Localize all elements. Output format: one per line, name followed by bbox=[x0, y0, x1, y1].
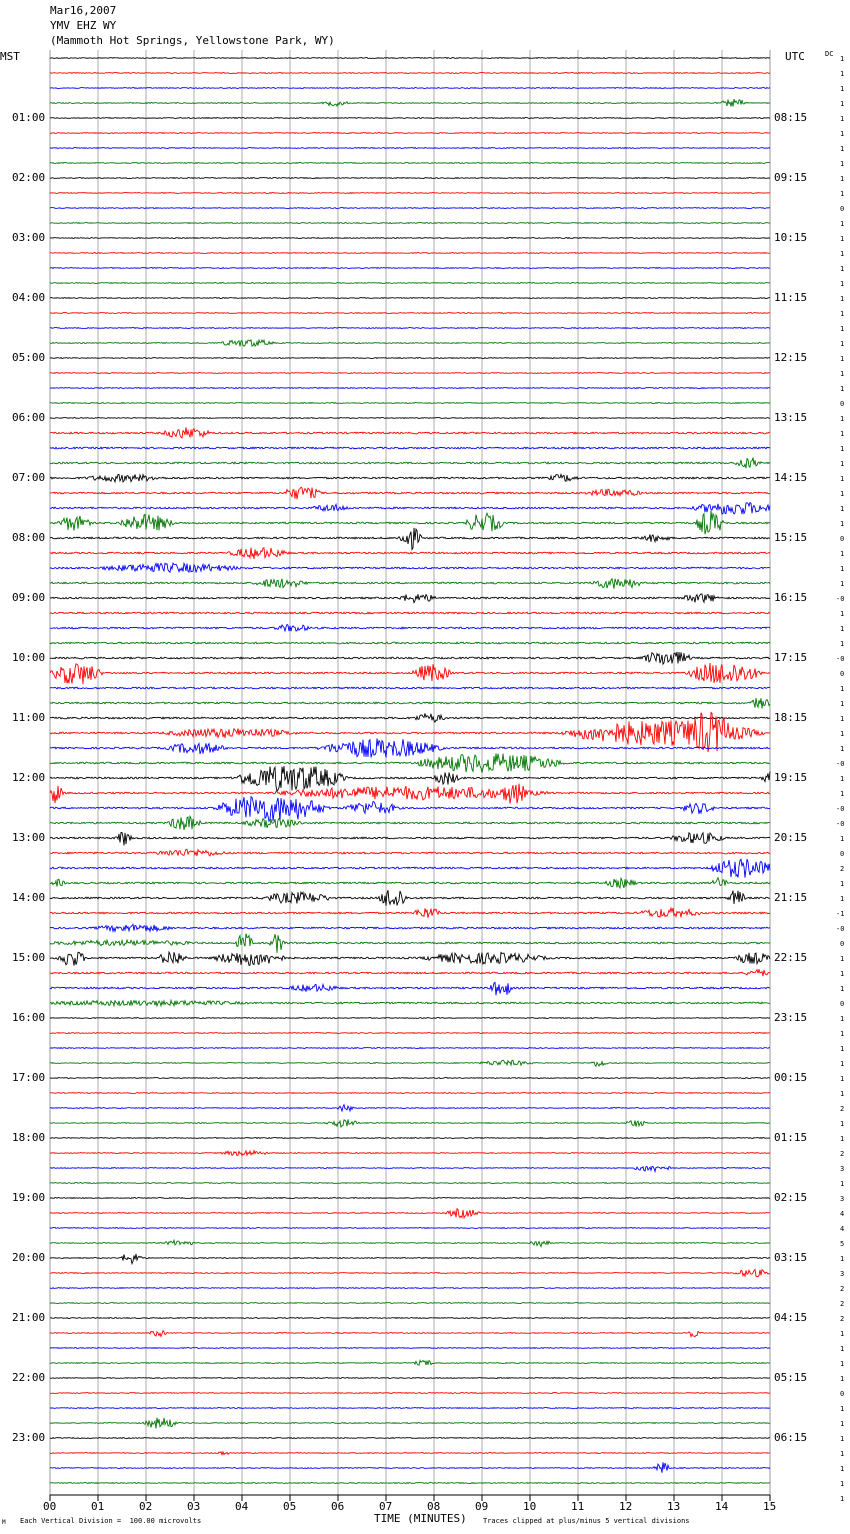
seismic-trace-94 bbox=[50, 1462, 770, 1472]
seismic-trace-53 bbox=[50, 849, 770, 856]
dc-value: 1 bbox=[840, 475, 845, 483]
seismic-trace-87 bbox=[50, 1360, 770, 1365]
dc-value: 1 bbox=[840, 235, 845, 243]
left-time-label: 22:00 bbox=[12, 1371, 46, 1384]
right-time-label: 14:15 bbox=[774, 471, 808, 484]
seismic-trace-32 bbox=[50, 528, 770, 550]
x-tick-label: 04 bbox=[235, 1500, 249, 1513]
seismic-trace-49 bbox=[50, 784, 770, 804]
dc-value: 1 bbox=[840, 790, 845, 798]
seismic-trace-64 bbox=[50, 1018, 770, 1019]
dc-value: 1 bbox=[840, 835, 845, 843]
dc-value: 0 bbox=[840, 940, 845, 948]
dc-value: 1 bbox=[840, 955, 845, 963]
seismic-trace-5 bbox=[50, 133, 770, 134]
dc-value: -0 bbox=[836, 760, 845, 768]
dc-value: -0 bbox=[836, 595, 845, 603]
left-time-label: 04:00 bbox=[12, 291, 46, 304]
dc-value: 1 bbox=[840, 1120, 845, 1128]
seismic-trace-30 bbox=[50, 503, 770, 514]
seismic-trace-23 bbox=[50, 403, 770, 404]
seismic-trace-63 bbox=[50, 1000, 770, 1006]
dc-value: 1 bbox=[840, 1060, 845, 1068]
dc-value: 0 bbox=[840, 670, 845, 678]
right-time-label: 18:15 bbox=[774, 711, 808, 724]
dc-value: 1 bbox=[840, 115, 845, 123]
dc-value: 2 bbox=[840, 865, 845, 873]
dc-value: -1 bbox=[836, 910, 845, 918]
seismic-trace-27 bbox=[50, 458, 770, 469]
seismic-trace-89 bbox=[50, 1393, 770, 1394]
right-time-label: 12:15 bbox=[774, 351, 808, 364]
right-time-label: 00:15 bbox=[774, 1071, 808, 1084]
seismic-trace-20 bbox=[50, 358, 770, 359]
seismic-trace-86 bbox=[50, 1348, 770, 1349]
dc-value: 0 bbox=[840, 1390, 845, 1398]
seismic-trace-77 bbox=[50, 1209, 770, 1218]
dc-value: 1 bbox=[840, 1495, 845, 1503]
x-tick-label: 05 bbox=[283, 1500, 297, 1513]
dc-value: 2 bbox=[840, 1105, 845, 1113]
dc-value: 1 bbox=[840, 1405, 845, 1413]
seismic-trace-56 bbox=[50, 890, 770, 906]
dc-value: 1 bbox=[840, 220, 845, 228]
dc-value: 0 bbox=[840, 850, 845, 858]
seismic-trace-59 bbox=[50, 934, 770, 953]
seismic-trace-93 bbox=[50, 1452, 770, 1455]
left-time-label: 18:00 bbox=[12, 1131, 46, 1144]
seismic-trace-41 bbox=[50, 663, 770, 684]
seismic-trace-71 bbox=[50, 1119, 770, 1127]
x-tick-label: 09 bbox=[475, 1500, 489, 1513]
dc-value: 1 bbox=[840, 715, 845, 723]
seismic-trace-46 bbox=[50, 738, 770, 757]
left-time-label: 23:00 bbox=[12, 1431, 46, 1444]
seismic-trace-9 bbox=[50, 193, 770, 194]
dc-value: 1 bbox=[840, 265, 845, 273]
seismic-trace-51 bbox=[50, 816, 770, 830]
right-time-label: 09:15 bbox=[774, 171, 808, 184]
right-time-label: 02:15 bbox=[774, 1191, 808, 1204]
right-time-label: 10:15 bbox=[774, 231, 808, 244]
dc-value: -0 bbox=[836, 655, 845, 663]
x-tick-label: 06 bbox=[331, 1500, 345, 1513]
seismic-trace-43 bbox=[50, 698, 770, 708]
seismic-trace-62 bbox=[50, 982, 770, 995]
dc-value: 1 bbox=[840, 730, 845, 738]
dc-value: 0 bbox=[840, 205, 845, 213]
dc-value: 1 bbox=[840, 1180, 845, 1188]
dc-value: 1 bbox=[840, 490, 845, 498]
seismic-trace-79 bbox=[50, 1240, 770, 1246]
dc-value: 1 bbox=[840, 55, 845, 63]
seismic-trace-68 bbox=[50, 1078, 770, 1079]
dc-value: 1 bbox=[840, 1030, 845, 1038]
right-time-label: 03:15 bbox=[774, 1251, 808, 1264]
dc-value: 2 bbox=[840, 1315, 845, 1323]
right-time-label: 13:15 bbox=[774, 411, 808, 424]
x-tick-label: 10 bbox=[523, 1500, 537, 1513]
seismic-trace-73 bbox=[50, 1151, 770, 1156]
dc-value: 1 bbox=[840, 460, 845, 468]
seismic-trace-11 bbox=[50, 223, 770, 224]
dc-value: 1 bbox=[840, 310, 845, 318]
seismic-trace-31 bbox=[50, 511, 770, 535]
right-timezone-label: UTC bbox=[785, 50, 805, 63]
dc-value: 1 bbox=[840, 445, 845, 453]
dc-value: 1 bbox=[840, 520, 845, 528]
x-tick-label: 03 bbox=[187, 1500, 201, 1513]
seismic-trace-35 bbox=[50, 579, 770, 589]
seismic-trace-92 bbox=[50, 1438, 770, 1439]
right-time-label: 16:15 bbox=[774, 591, 808, 604]
right-time-label: 21:15 bbox=[774, 891, 808, 904]
seismic-trace-88 bbox=[50, 1378, 770, 1379]
dc-value: 1 bbox=[840, 1375, 845, 1383]
seismic-trace-26 bbox=[50, 447, 770, 449]
left-time-label: 05:00 bbox=[12, 351, 46, 364]
dc-value: 1 bbox=[840, 325, 845, 333]
right-time-label: 11:15 bbox=[774, 291, 808, 304]
seismic-trace-40 bbox=[50, 652, 770, 664]
dc-value: 1 bbox=[840, 970, 845, 978]
left-time-label: 15:00 bbox=[12, 951, 46, 964]
seismic-trace-65 bbox=[50, 1033, 770, 1034]
footer-scale-note: Each Vertical Division = 100.00 microvolts bbox=[20, 1517, 202, 1525]
seismic-trace-33 bbox=[50, 548, 770, 559]
dc-value: 1 bbox=[840, 880, 845, 888]
dc-value: 2 bbox=[840, 1300, 845, 1308]
x-axis-label: TIME (MINUTES) bbox=[374, 1512, 467, 1525]
dc-value: 1 bbox=[840, 685, 845, 693]
seismic-trace-52 bbox=[50, 833, 770, 846]
dc-value: 1 bbox=[840, 430, 845, 438]
header-station: YMV EHZ WY bbox=[50, 19, 117, 32]
dc-value: 1 bbox=[840, 1435, 845, 1443]
seismic-trace-95 bbox=[50, 1483, 770, 1484]
seismic-trace-90 bbox=[50, 1408, 770, 1409]
dc-value: 1 bbox=[840, 610, 845, 618]
dc-value: 1 bbox=[840, 1420, 845, 1428]
seismic-trace-75 bbox=[50, 1183, 770, 1184]
dc-value: 1 bbox=[840, 280, 845, 288]
dc-value: 1 bbox=[840, 1345, 845, 1353]
footer-mark: M bbox=[2, 1519, 6, 1526]
seismic-trace-28 bbox=[50, 474, 770, 482]
seismic-trace-21 bbox=[50, 373, 770, 374]
seismic-trace-66 bbox=[50, 1048, 770, 1049]
dc-value: 1 bbox=[840, 100, 845, 108]
dc-value: 1 bbox=[840, 1255, 845, 1263]
seismic-trace-83 bbox=[50, 1303, 770, 1304]
dc-value: 1 bbox=[840, 1330, 845, 1338]
seismic-trace-91 bbox=[50, 1418, 770, 1429]
seismic-trace-12 bbox=[50, 238, 770, 239]
seismic-trace-38 bbox=[50, 625, 770, 632]
left-time-label: 12:00 bbox=[12, 771, 46, 784]
dc-value: 1 bbox=[840, 175, 845, 183]
header-location: (Mammoth Hot Springs, Yellowstone Park, WY) bbox=[50, 34, 335, 47]
dc-value: 1 bbox=[840, 1075, 845, 1083]
dc-value: 4 bbox=[840, 1225, 845, 1233]
dc-value: 1 bbox=[840, 505, 845, 513]
dc-value: 1 bbox=[840, 1360, 845, 1368]
dc-value: 1 bbox=[840, 145, 845, 153]
x-tick-label: 14 bbox=[715, 1500, 729, 1513]
dc-value: 1 bbox=[840, 385, 845, 393]
left-time-label: 21:00 bbox=[12, 1311, 46, 1324]
dc-value: 1 bbox=[840, 1480, 845, 1488]
seismic-trace-2 bbox=[50, 88, 770, 89]
left-time-label: 08:00 bbox=[12, 531, 46, 544]
right-time-label: 15:15 bbox=[774, 531, 808, 544]
x-tick-label: 15 bbox=[763, 1500, 777, 1513]
seismic-trace-1 bbox=[50, 73, 770, 74]
footer-clip-note: Traces clipped at plus/minus 5 vertical divisions bbox=[483, 1517, 690, 1525]
x-tick-label: 12 bbox=[619, 1500, 633, 1513]
left-time-label: 10:00 bbox=[12, 651, 46, 664]
seismic-trace-3 bbox=[50, 99, 770, 106]
seismic-trace-54 bbox=[50, 859, 770, 878]
dc-value: 1 bbox=[840, 1450, 845, 1458]
dc-value: 2 bbox=[840, 1285, 845, 1293]
dc-value: 1 bbox=[840, 1090, 845, 1098]
seismic-trace-67 bbox=[50, 1060, 770, 1066]
dc-value: 1 bbox=[840, 580, 845, 588]
seismic-trace-16 bbox=[50, 298, 770, 299]
dc-value: 1 bbox=[840, 250, 845, 258]
x-tick-label: 07 bbox=[379, 1500, 393, 1513]
seismic-trace-58 bbox=[50, 924, 770, 931]
left-time-label: 06:00 bbox=[12, 411, 46, 424]
dc-value: 1 bbox=[840, 355, 845, 363]
seismic-trace-81 bbox=[50, 1270, 770, 1277]
left-time-label: 07:00 bbox=[12, 471, 46, 484]
left-time-label: 20:00 bbox=[12, 1251, 46, 1264]
seismic-trace-24 bbox=[50, 418, 770, 419]
right-time-label: 22:15 bbox=[774, 951, 808, 964]
right-time-label: 08:15 bbox=[774, 111, 808, 124]
dc-value: 3 bbox=[840, 1165, 845, 1173]
seismic-trace-37 bbox=[50, 612, 770, 614]
dc-value: 0 bbox=[840, 1000, 845, 1008]
seismic-trace-47 bbox=[50, 753, 770, 772]
seismic-trace-8 bbox=[50, 178, 770, 179]
left-timezone-label: MST bbox=[0, 50, 20, 63]
dc-value: 1 bbox=[840, 565, 845, 573]
right-time-label: 17:15 bbox=[774, 651, 808, 664]
left-time-label: 13:00 bbox=[12, 831, 46, 844]
x-tick-label: 02 bbox=[139, 1500, 153, 1513]
seismic-trace-80 bbox=[50, 1254, 770, 1264]
dc-value: 1 bbox=[840, 550, 845, 558]
seismic-trace-7 bbox=[50, 163, 770, 164]
seismic-trace-76 bbox=[50, 1198, 770, 1199]
seismic-trace-4 bbox=[50, 118, 770, 119]
right-time-label: 19:15 bbox=[774, 771, 808, 784]
seismic-trace-22 bbox=[50, 388, 770, 389]
seismic-trace-19 bbox=[50, 340, 770, 346]
left-time-label: 16:00 bbox=[12, 1011, 46, 1024]
left-time-label: 01:00 bbox=[12, 111, 46, 124]
seismic-trace-17 bbox=[50, 313, 770, 314]
seismic-trace-57 bbox=[50, 908, 770, 918]
dc-value: 1 bbox=[840, 160, 845, 168]
seismic-trace-70 bbox=[50, 1105, 770, 1111]
seismic-trace-74 bbox=[50, 1167, 770, 1172]
dc-value: 1 bbox=[840, 70, 845, 78]
x-tick-label: 01 bbox=[91, 1500, 105, 1513]
dc-value: 5 bbox=[840, 1240, 845, 1248]
seismic-trace-14 bbox=[50, 268, 770, 269]
left-time-label: 02:00 bbox=[12, 171, 46, 184]
dc-value: 3 bbox=[840, 1270, 845, 1278]
right-time-label: 06:15 bbox=[774, 1431, 808, 1444]
dc-value: -0 bbox=[836, 925, 845, 933]
seismic-trace-13 bbox=[50, 253, 770, 254]
seismic-trace-55 bbox=[50, 878, 770, 888]
dc-value: 1 bbox=[840, 700, 845, 708]
seismic-trace-18 bbox=[50, 328, 770, 329]
dc-value: 4 bbox=[840, 1210, 845, 1218]
seismic-trace-50 bbox=[50, 797, 770, 822]
seismic-trace-10 bbox=[50, 208, 770, 209]
seismic-trace-6 bbox=[50, 148, 770, 149]
dc-value: -0 bbox=[836, 805, 845, 813]
x-tick-label: 00 bbox=[43, 1500, 57, 1513]
dc-value: 1 bbox=[840, 340, 845, 348]
seismic-trace-69 bbox=[50, 1093, 770, 1094]
left-time-label: 09:00 bbox=[12, 591, 46, 604]
x-tick-label: 11 bbox=[571, 1500, 585, 1513]
seismic-trace-48 bbox=[50, 766, 770, 791]
dc-value: -0 bbox=[836, 820, 845, 828]
seismic-trace-36 bbox=[50, 594, 770, 603]
dc-value: 2 bbox=[840, 1150, 845, 1158]
dc-value: 1 bbox=[840, 370, 845, 378]
right-time-label: 01:15 bbox=[774, 1131, 808, 1144]
dc-value: 0 bbox=[840, 400, 845, 408]
dc-value: 1 bbox=[840, 130, 845, 138]
dc-value: 1 bbox=[840, 1045, 845, 1053]
right-time-label: 20:15 bbox=[774, 831, 808, 844]
dc-value: 0 bbox=[840, 535, 845, 543]
dc-value: 1 bbox=[840, 625, 845, 633]
dc-value: 1 bbox=[840, 1135, 845, 1143]
dc-value: 1 bbox=[840, 775, 845, 783]
seismic-trace-29 bbox=[50, 487, 770, 499]
dc-value: 1 bbox=[840, 745, 845, 753]
dc-value: 1 bbox=[840, 1465, 845, 1473]
left-time-label: 19:00 bbox=[12, 1191, 46, 1204]
right-time-label: 23:15 bbox=[774, 1011, 808, 1024]
right-time-label: 04:15 bbox=[774, 1311, 808, 1324]
dc-value: 1 bbox=[840, 295, 845, 303]
seismic-trace-42 bbox=[50, 687, 770, 689]
left-time-label: 03:00 bbox=[12, 231, 46, 244]
dc-value: 1 bbox=[840, 985, 845, 993]
header-date: Mar16,2007 bbox=[50, 4, 117, 17]
dc-value: 1 bbox=[840, 190, 845, 198]
seismic-trace-15 bbox=[50, 283, 770, 284]
dc-value: 1 bbox=[840, 415, 845, 423]
x-tick-label: 08 bbox=[427, 1500, 441, 1513]
seismic-trace-34 bbox=[50, 563, 770, 572]
seismic-trace-60 bbox=[50, 952, 770, 966]
seismic-trace-82 bbox=[50, 1288, 770, 1289]
seismic-trace-84 bbox=[50, 1318, 770, 1319]
seismic-trace-0 bbox=[50, 58, 770, 59]
seismic-trace-85 bbox=[50, 1331, 770, 1337]
dc-label: DC bbox=[825, 50, 834, 58]
left-time-label: 14:00 bbox=[12, 891, 46, 904]
dc-value: 1 bbox=[840, 1015, 845, 1023]
dc-value: 1 bbox=[840, 85, 845, 93]
seismic-trace-25 bbox=[50, 427, 770, 438]
dc-value: 3 bbox=[840, 1195, 845, 1203]
x-tick-label: 13 bbox=[667, 1500, 681, 1513]
dc-value: 1 bbox=[840, 895, 845, 903]
left-time-label: 17:00 bbox=[12, 1071, 46, 1084]
seismic-trace-72 bbox=[50, 1138, 770, 1139]
left-time-label: 11:00 bbox=[12, 711, 46, 724]
seismic-trace-39 bbox=[50, 642, 770, 644]
seismic-trace-61 bbox=[50, 969, 770, 976]
seismic-trace-78 bbox=[50, 1228, 770, 1229]
dc-value: 1 bbox=[840, 640, 845, 648]
right-time-label: 05:15 bbox=[774, 1371, 808, 1384]
